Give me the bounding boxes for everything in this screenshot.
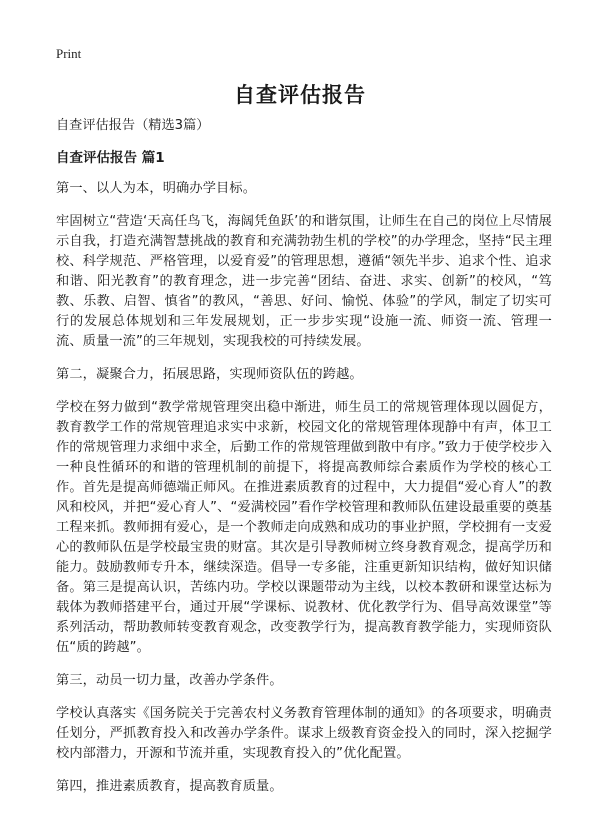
paragraph-1: 牢固树立“营造‘天高任鸟飞，海阔凭鱼跃’的和谐氛围，让师生在自己的岗位上尽情展示自我，打造充满智慧挑战的教育和充满勃勃生机的学校”的办学理念，坚持“民主理校、科学规范、严格管理，以爱育爱”的管理思想，遵循“领先半步、追求个性、追求和谐、阳光教育”的教育理念，进一步完善“团结、奋进、求实、创新”的校风，“笃教、乐教、启智、慎省”的教风，“善思、好问、愉悦、体验”的学风，制定了切实可行的发展总体规划和三年发展规划，正一步步实现“设施一流、师资一流、管理一流、质量一流”的三年规划，实现我校的可持续发展。 — [56, 214, 552, 349]
paragraph-2: 学校在努力做到“教学常规管理突出稳中渐进，师生员工的常规管理体现以圆促方，教育教学工作的常规管理追求实中求新，校园文化的常规管理体现静中有声，体卫工作的常规管理力求细中求全，后勤工作的常规管理做到散中有序。”致力于使学校步入一种良性循环的和谐的管理机制的前提下，将提高教师综合素质作为学校的核心工作。首先是提高师德端正师风。在推进素质教育的过程中，大力提倡“爱心育人”的教风和校风，并把“爱心育人”、“爱满校园”看作学校管理和教师队伍建设最重要的奠基工程来抓。教师拥有爱心，是一个教师走向成熟和成功的事业护照，学校拥有一支爱心的教师队伍是学校最宝贵的财富。其次是引导教师树立终身教育观念，提高学历和能力。鼓励教师专升本，继续深造。倡导一专多能，注重更新知识结构，做好知识储备。第三是提高认识，苦练内功。学校以课题带动为主线，以校本教研和课堂达标为载体为教师搭建平台，通过开展“学课标、说教材、优化教学行为、倡导高效课堂”等系列活动，帮助教师转变教育观念，改变教学行为，提高教育教学能力，实现师资队伍“质的跨越”。 — [56, 400, 552, 655]
section-heading-3: 第三，动员一切力量，改善办学条件。 — [56, 673, 283, 688]
document-subtitle: 自查评估报告（精选3篇） — [56, 118, 210, 133]
article-heading: 自查评估报告 篇1 — [56, 150, 165, 166]
print-link[interactable]: Print — [56, 46, 82, 61]
document-body — [56, 116, 552, 810]
section-heading-1: 第一、以人为本，明确办学目标。 — [56, 181, 257, 196]
section-heading-2: 第二，凝聚合力，拓展思路，实现师资队伍的跨越。 — [56, 367, 363, 382]
section-heading-4: 第四，推进素质教育，提高教育质量。 — [56, 779, 283, 794]
paragraph-3: 学校认真落实《国务院关于完善农村义务教育管理体制的通知》的各项要求，明确责任划分，严抓教育投入和改善办学条件。谋求上级教育资金投入的同时，深入挖掘学校内部潜力，开源和节流并重，实现教育投入的”优化配置。 — [56, 706, 552, 761]
document-title: 自查评估报告 — [234, 83, 366, 107]
